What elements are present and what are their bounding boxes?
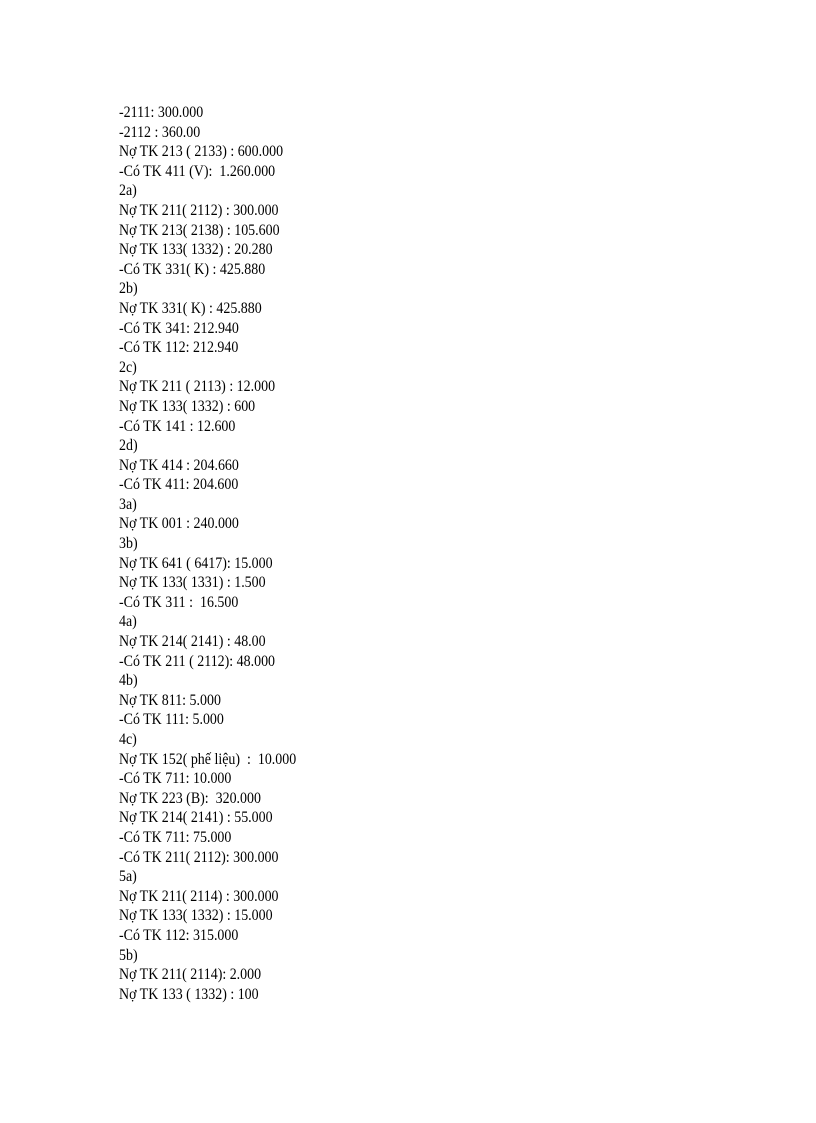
section-heading: 2a) [119,182,137,200]
debit-line: Nợ TK 213( 2138) : 105.600 [119,221,280,239]
credit-line: -Có TK 411: 204.600 [119,476,239,494]
credit-line: -Có TK 341: 212.940 [119,319,239,337]
section-heading: 4b) [119,672,138,690]
section-heading: 2d) [119,437,138,455]
debit-line: Nợ TK 214( 2141) : 55.000 [119,809,273,827]
debit-line: Nợ TK 211( 2112) : 300.000 [119,201,279,219]
section-heading: 3a) [119,495,137,513]
debit-line: Nợ TK 133( 1332) : 600 [119,397,256,415]
section-heading: 5b) [119,946,138,964]
debit-line: Nợ TK 133( 1331) : 1.500 [119,574,266,592]
credit-line: -Có TK 112: 315.000 [119,926,239,944]
credit-line: -Có TK 331( K) : 425.880 [119,260,266,278]
credit-line: -Có TK 711: 75.000 [119,828,232,846]
credit-line: -Có TK 411 (V): 1.260.000 [119,162,276,180]
debit-line: Nợ TK 152( phế liệu) : 10.000 [119,750,297,768]
debit-line: Nợ TK 133( 1332) : 15.000 [119,907,273,925]
debit-line: Nợ TK 214( 2141) : 48.00 [119,633,266,651]
debit-line: Nợ TK 331( K) : 425.880 [119,299,262,317]
sub-account-line: -2112 : 360.00 [119,123,201,141]
section-heading: 2b) [119,280,138,298]
debit-line: Nợ TK 414 : 204.660 [119,456,239,474]
journal-entries [119,103,316,1004]
credit-line: -Có TK 711: 10.000 [119,770,232,788]
credit-line: -Có TK 141 : 12.600 [119,417,236,435]
sub-account-line: -2111: 300.000 [119,104,204,121]
section-heading: 5a) [119,868,137,886]
debit-line: Nợ TK 133 ( 1332) : 100 [119,985,259,1003]
credit-line: -Có TK 211( 2112): 300.000 [119,848,279,866]
debit-line: Nợ TK 133( 1332) : 20.280 [119,241,273,259]
credit-line: -Có TK 112: 212.940 [119,339,239,357]
debit-line: Nợ TK 641 ( 6417): 15.000 [119,554,273,572]
credit-line: -Có TK 211 ( 2112): 48.000 [119,652,276,670]
debit-line: Nợ TK 211( 2114): 2.000 [119,966,262,984]
debit-line: Nợ TK 223 (B): 320.000 [119,789,261,807]
section-heading: 4c) [119,731,137,748]
section-heading: 2c) [119,358,137,376]
debit-line: Nợ TK 211 ( 2113) : 12.000 [119,378,276,396]
credit-line: -Có TK 311 : 16.500 [119,593,239,611]
credit-line: -Có TK 111: 5.000 [119,711,224,729]
debit-line: Nợ TK 213 ( 2133) : 600.000 [119,143,284,161]
debit-line: Nợ TK 211( 2114) : 300.000 [119,887,279,905]
debit-line: Nợ TK 001 : 240.000 [119,515,239,533]
debit-line: Nợ TK 811: 5.000 [119,691,221,709]
section-heading: 3b) [119,535,138,553]
section-heading: 4a) [119,613,137,631]
